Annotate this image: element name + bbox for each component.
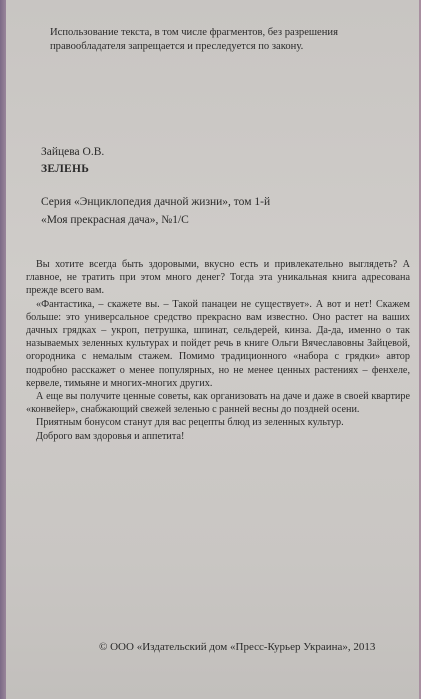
series-line: Серия «Энциклопедия дачной жизни», том 1-й bbox=[41, 196, 271, 208]
subseries-line: «Моя прекрасная дача», №1/С bbox=[41, 214, 189, 226]
copyright-notice: Использование текста, в том числе фрагментов, без разрешения правообладателя запрещается и преследуется по закону. bbox=[50, 27, 338, 52]
annotation-paragraph: Доброго вам здоровья и аппетита! bbox=[36, 430, 185, 442]
annotation-paragraph: Приятным бонусом станут для вас рецепты блюд из зеленных культур. bbox=[36, 417, 344, 429]
annotation-paragraph: Вы хотите всегда быть здоровыми, вкусно есть и привлекательно выглядеть? А главное, не тратить при этом много денег? Тогда эта уникальная книга адресована прежде всего вам. bbox=[26, 259, 410, 297]
annotation-text bbox=[26, 258, 410, 443]
annotation-paragraph: «Фантастика, – скажете вы. – Такой панацеи не существует». А вот и нет! Скажем больше: это универсальное средство прекрасно вам известно. Оно растет на ваших дачных грядках – укроп, петрушка, шпинат, сельдерей, кинза. Да-да, именно о так называемых зеленных культурах и пойдет речь в книге Ольги Вячеславовны Зайцевой, огородника с немалым стажем. Помимо традиционного «набора с грядки» автор подробно расскажет о менее популярных, но не менее ценных растениях – фенхеле, кервеле, тимьяне и многих-многих других. bbox=[26, 298, 410, 389]
publisher-copyright: © ООО «Издательский дом «Пресс-Курьер Украина», 2013 bbox=[99, 641, 376, 653]
annotation-paragraph: А еще вы получите ценные советы, как организовать на даче и даже в своей квартире «конвейер», снабжающий свежей зеленью с ранней весны до поздней осени. bbox=[26, 391, 410, 416]
book-page bbox=[6, 0, 419, 699]
author-name: Зайцева О.В. bbox=[41, 146, 105, 158]
book-title: ЗЕЛЕНЬ bbox=[41, 163, 90, 175]
